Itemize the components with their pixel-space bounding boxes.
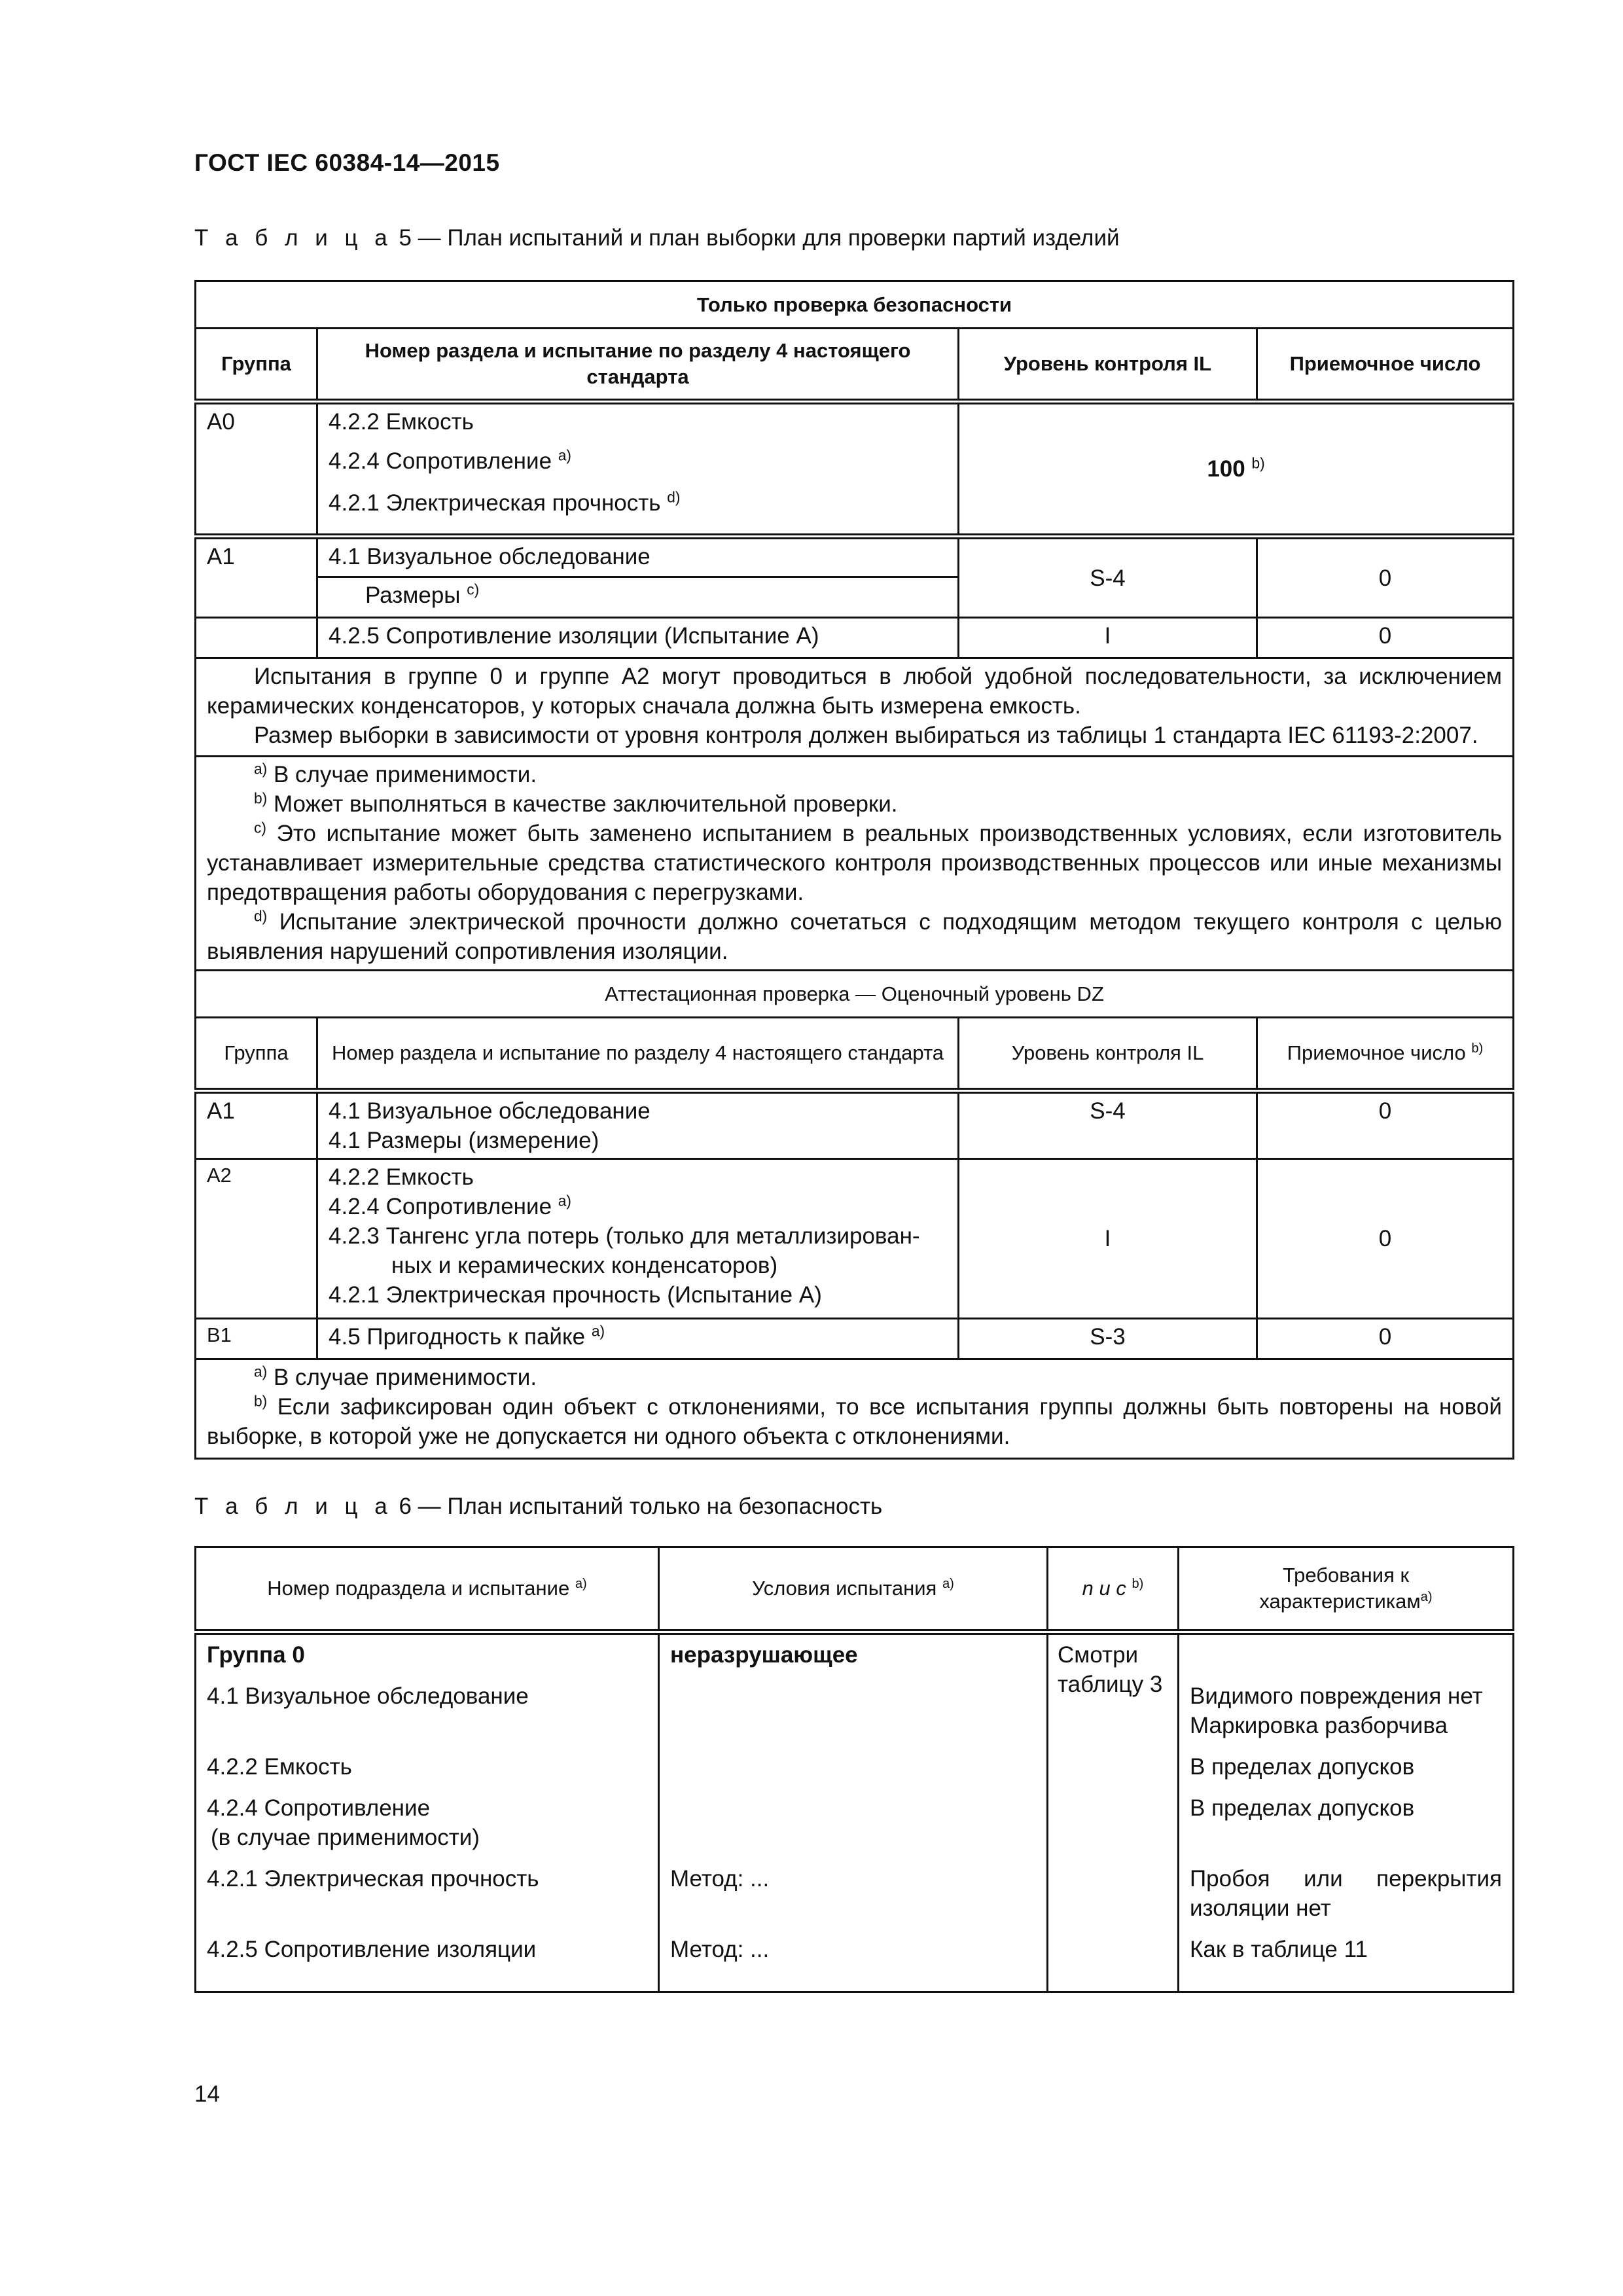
table6-group-label: Группа 0 bbox=[207, 1642, 305, 1668]
table6-header-test: Номер подраздела и испытание $^{a)}$ bbox=[196, 1547, 659, 1632]
table6-r5-req: Как в таблице 11 bbox=[1190, 1937, 1368, 1962]
table6-col-requirements bbox=[1179, 1632, 1514, 1992]
table6-r4-req1: Пробоя или перекрытия bbox=[1190, 1866, 1502, 1892]
table5-2-header-group: Группа bbox=[196, 1018, 317, 1091]
table5-header-group: Группа bbox=[196, 329, 317, 402]
table5-note-para2: Размер выборки в зависимости от уровня контроля должен выбираться из таблицы 1 стандарта IEC 61193-2:2007. bbox=[254, 723, 1478, 748]
table6-r4-condition: Метод: ... bbox=[670, 1866, 770, 1892]
table5-section-qualification-title: Аттестационная проверка — Оценочный уровень DZ bbox=[196, 971, 1514, 1018]
table5-header-test: Номер раздела и испытание по разделу 4 настоящего стандарта bbox=[317, 329, 959, 402]
table6-header-nc: n и c $^{b)}$ bbox=[1048, 1547, 1179, 1632]
table5-2-a2-item1: 4.2.2 Емкость bbox=[329, 1164, 474, 1190]
table-5 bbox=[194, 280, 1514, 1460]
table6-r1-req2: Маркировка разборчива bbox=[1190, 1713, 1448, 1738]
table5-2-b1-item1: 4.5 Пригодность к пайке $^{a)}$ bbox=[317, 1319, 959, 1359]
table6-col-nc bbox=[1048, 1632, 1179, 1992]
table5-2-a1-tests bbox=[317, 1091, 959, 1159]
table6-caption-number: 6 bbox=[399, 1494, 412, 1519]
table5-a0-group: A0 bbox=[196, 402, 317, 537]
table6-r1-test: 4.1 Визуальное обследование bbox=[207, 1683, 529, 1709]
table6-r2-test: 4.2.2 Емкость bbox=[207, 1754, 352, 1780]
table5-2-a2-level: I bbox=[959, 1159, 1257, 1319]
table6-caption bbox=[194, 1494, 882, 1520]
table6-r4-test: 4.2.1 Электрическая прочность bbox=[207, 1866, 539, 1892]
table5-caption bbox=[194, 225, 1120, 251]
table6-group-condition: неразрушающее bbox=[670, 1642, 858, 1668]
table5-2-a2-item3-cont: ных и керамических конденсаторов) bbox=[391, 1253, 778, 1278]
table5-section-safety-title: Только проверка безопасности bbox=[196, 281, 1514, 329]
table5-fn1-c: $^{c)}$ Это испытание может быть заменено испытанием в реальных производственных условиях, если изготовитель устанавливает измерительные средства статистического контроля производственных процессов или иные механизмы предотвращения работы оборудования с перегрузками. bbox=[207, 819, 1502, 905]
table5-a0-item3: 4.2.1 Электрическая прочность $^{d)}$ bbox=[329, 488, 681, 516]
table5-2-a1-level: S-4 bbox=[959, 1091, 1257, 1159]
table5-header-level: Уровень контроля IL bbox=[959, 329, 1257, 402]
table6-r3-req: В пределах допусков bbox=[1190, 1795, 1415, 1821]
table5-2-a2-accept: 0 bbox=[1257, 1159, 1514, 1319]
table6-caption-prefix: Т а б л и ц а bbox=[194, 1494, 393, 1519]
table6-r2-req: В пределах допусков bbox=[1190, 1754, 1415, 1780]
table5-a1-accept: 0 bbox=[1257, 537, 1514, 618]
table5-fn1-a: $^{a)}$ В случае применимости. bbox=[254, 760, 537, 787]
table5-2-header-test: Номер раздела и испытание по разделу 4 настоящего стандарта bbox=[317, 1018, 959, 1091]
table5-caption-text: — План испытаний и план выборки для проверки партий изделий bbox=[418, 225, 1120, 251]
table5-notes-block bbox=[196, 658, 1514, 757]
table6-header-conditions: Условия испытания $^{a)}$ bbox=[659, 1547, 1048, 1632]
table5-2-a2-group: A2 bbox=[196, 1159, 317, 1319]
table6-col-tests bbox=[196, 1632, 659, 1992]
table5-a1-blank-group bbox=[196, 618, 317, 658]
table5-a0-value: 100 $^{b)}$ bbox=[959, 402, 1514, 537]
table5-footnotes-1 bbox=[196, 757, 1514, 971]
document-header: ГОСТ IEC 60384-14—2015 bbox=[194, 149, 500, 176]
table5-a1-level: S-4 bbox=[959, 537, 1257, 618]
table5-2-b1-level: S-3 bbox=[959, 1319, 1257, 1359]
table6-r4-req2: изоляции нет bbox=[1190, 1895, 1331, 1921]
table6-nc-line1: Смотри bbox=[1058, 1642, 1139, 1668]
table6-r5-condition: Метод: ... bbox=[670, 1937, 770, 1962]
table5-fn1-d: $^{d)}$ Испытание электрической прочности должно сочетаться с подходящим методом текущего контроля с целью выявления нарушений сопротивления изоляции. bbox=[207, 907, 1502, 964]
table5-2-header-accept: Приемочное число $^{b)}$ bbox=[1257, 1018, 1514, 1091]
table6-r3-test1: 4.2.4 Сопротивление bbox=[207, 1795, 431, 1821]
table6-nc-line2: таблицу 3 bbox=[1058, 1672, 1163, 1697]
page-number: 14 bbox=[194, 2081, 220, 2107]
table5-a1-item1: 4.1 Визуальное обследование bbox=[317, 537, 959, 577]
table5-header-accept: Приемочное число bbox=[1257, 329, 1514, 402]
table5-a1-item2: Размеры $^{c)}$ bbox=[317, 577, 959, 618]
table-6 bbox=[194, 1546, 1514, 1993]
table5-a0-item2: 4.2.4 Сопротивление $^{a)}$ bbox=[329, 446, 571, 474]
table5-2-a2-item3: 4.2.3 Тангенс угла потерь (только для металлизирован- bbox=[329, 1223, 920, 1249]
table6-caption-text: — План испытаний только на безопасность bbox=[418, 1494, 883, 1519]
table5-note-para1: Испытания в группе 0 и группе A2 могут проводиться в любой удобной последовательности, за исключением керамических конденсаторов, у которых сначала должна быть измерена емкость. bbox=[207, 664, 1502, 719]
table5-2-a1-accept: 0 bbox=[1257, 1091, 1514, 1159]
table5-2-a1-group: A1 bbox=[196, 1091, 317, 1159]
table6-header-requirements: Требования к характеристикам$^{a)}$ bbox=[1179, 1547, 1514, 1632]
table6-col-conditions bbox=[659, 1632, 1048, 1992]
table5-a0-item1: 4.2.2 Емкость bbox=[329, 409, 474, 435]
table5-a0-tests bbox=[317, 402, 959, 537]
table5-2-a1-item1: 4.1 Визуальное обследование bbox=[329, 1098, 651, 1124]
table5-2-a2-item2: 4.2.4 Сопротивление $^{a)}$ bbox=[329, 1192, 571, 1219]
table5-2-a2-item4: 4.2.1 Электрическая прочность (Испытание A) bbox=[329, 1282, 822, 1308]
table5-a1-item3-accept: 0 bbox=[1257, 618, 1514, 658]
table5-caption-prefix: Т а б л и ц а bbox=[194, 225, 393, 251]
table5-2-a2-tests bbox=[317, 1159, 959, 1319]
table5-fn2-b: $^{b)}$ Если зафиксирован один объект с отклонениями, то все испытания группы должны быть повторены на новой выборке, в которой уже не допускается ни одного объекта с отклонениями. bbox=[207, 1392, 1502, 1449]
table5-2-a1-item2: 4.1 Размеры (измерение) bbox=[329, 1128, 599, 1153]
table5-a1-item3-level: I bbox=[959, 618, 1257, 658]
table5-fn2-a: $^{a)}$ В случае применимости. bbox=[254, 1363, 537, 1390]
table5-caption-number: 5 bbox=[399, 225, 412, 251]
table5-2-header-level: Уровень контроля IL bbox=[959, 1018, 1257, 1091]
table5-a1-group: A1 bbox=[196, 537, 317, 618]
table5-a1-item3: 4.2.5 Сопротивление изоляции (Испытание A) bbox=[317, 618, 959, 658]
table6-r1-req1: Видимого повреждения нет bbox=[1190, 1683, 1483, 1709]
table5-2-b1-group: B1 bbox=[196, 1319, 317, 1359]
table6-r3-test2: (в случае применимости) bbox=[211, 1825, 480, 1850]
table5-2-b1-accept: 0 bbox=[1257, 1319, 1514, 1359]
table5-footnotes-2 bbox=[196, 1359, 1514, 1459]
table6-r5-test: 4.2.5 Сопротивление изоляции bbox=[207, 1937, 537, 1962]
table5-fn1-b: $^{b)}$ Может выполняться в качестве заключительной проверки. bbox=[254, 789, 898, 817]
